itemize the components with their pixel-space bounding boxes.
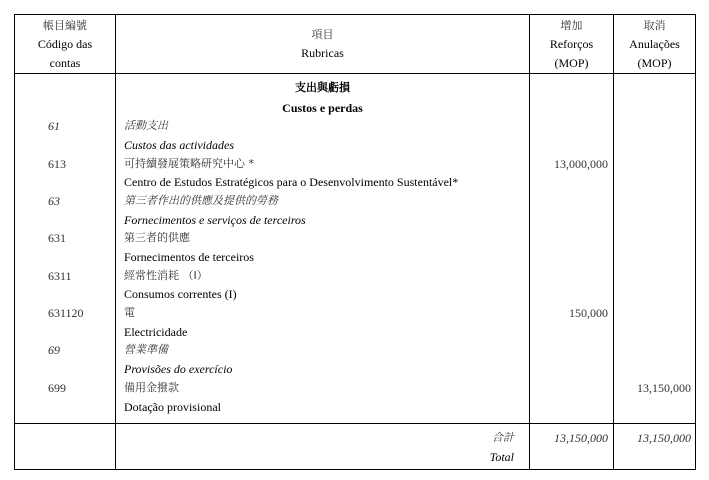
row-label-pt: Electricidade xyxy=(124,325,188,339)
header-code-pt-1: Código das xyxy=(37,36,93,51)
row-label-pt: Fornecimentos e serviços de terceiros xyxy=(124,213,306,227)
budget-table xyxy=(14,14,696,470)
row-code: 613 xyxy=(48,157,66,171)
total-label-zh: 合計 xyxy=(492,431,514,444)
header-code xyxy=(15,15,115,73)
header-cancel-zh: 取消 xyxy=(643,18,666,32)
header-reinforce xyxy=(530,15,613,73)
header-divider xyxy=(15,73,695,74)
column-divider xyxy=(613,15,614,469)
header-rubric xyxy=(116,15,529,73)
total-label-pt: Total xyxy=(489,450,514,464)
row-label-zh: 第三者作出的供應及提供的勞務 xyxy=(124,194,278,207)
header-reinforce-unit: (MOP) xyxy=(554,55,589,70)
total-divider xyxy=(15,423,695,424)
row-label-zh: 可持續發展策略研究中心 * xyxy=(124,157,254,170)
header-rubric-zh: 項目 xyxy=(311,28,334,41)
row-label-pt: Consumos correntes (I) xyxy=(124,287,237,301)
row-cancel-value: 13,150,000 xyxy=(637,381,691,395)
header-cancel-unit: (MOP) xyxy=(637,55,672,70)
header-rubric-pt: Rubricas xyxy=(301,46,344,60)
row-code: 63 xyxy=(48,194,60,208)
header-cancel xyxy=(614,15,695,73)
section-title-zh: 支出與虧損 xyxy=(295,81,350,94)
row-code: 699 xyxy=(48,381,66,395)
row-label-zh: 第三者的供應 xyxy=(124,231,190,244)
row-label-zh: 營業準備 xyxy=(124,343,168,356)
header-reinforce-zh: 增加 xyxy=(560,18,583,32)
row-label-pt: Dotação provisional xyxy=(124,400,221,414)
total-cancel-value: 13,150,000 xyxy=(637,431,691,445)
header-code-pt-2: contas xyxy=(49,55,81,70)
header-code-zh: 帳目編號 xyxy=(43,18,87,32)
header-cancel-pt: Anulações xyxy=(629,36,680,51)
header-reinforce-pt: Reforços xyxy=(549,36,594,51)
section-title-pt: Custos e perdas xyxy=(282,101,363,115)
row-label-zh: 備用金撥款 xyxy=(124,381,179,394)
row-label-zh: 活動支出 xyxy=(124,119,168,132)
row-code: 61 xyxy=(48,119,60,133)
row-code: 631 xyxy=(48,231,66,245)
row-reinforce-value: 150,000 xyxy=(569,306,608,320)
row-reinforce-value: 13,000,000 xyxy=(554,157,608,171)
total-reinforce-value: 13,150,000 xyxy=(554,431,608,445)
row-code: 631120 xyxy=(48,306,84,320)
row-label-zh: 電 xyxy=(124,306,135,319)
row-code: 6311 xyxy=(48,269,72,283)
row-label-pt: Fornecimentos de terceiros xyxy=(124,250,254,264)
row-label-pt: Provisões do exercício xyxy=(124,362,233,376)
column-divider xyxy=(529,15,530,469)
row-label-pt: Custos das actividades xyxy=(124,138,234,152)
row-label-zh: 經常性消耗 （I） xyxy=(124,269,208,282)
row-code: 69 xyxy=(48,343,60,357)
row-label-pt: Centro de Estudos Estratégicos para o Desenvolvimento Sustentável* xyxy=(124,175,459,189)
